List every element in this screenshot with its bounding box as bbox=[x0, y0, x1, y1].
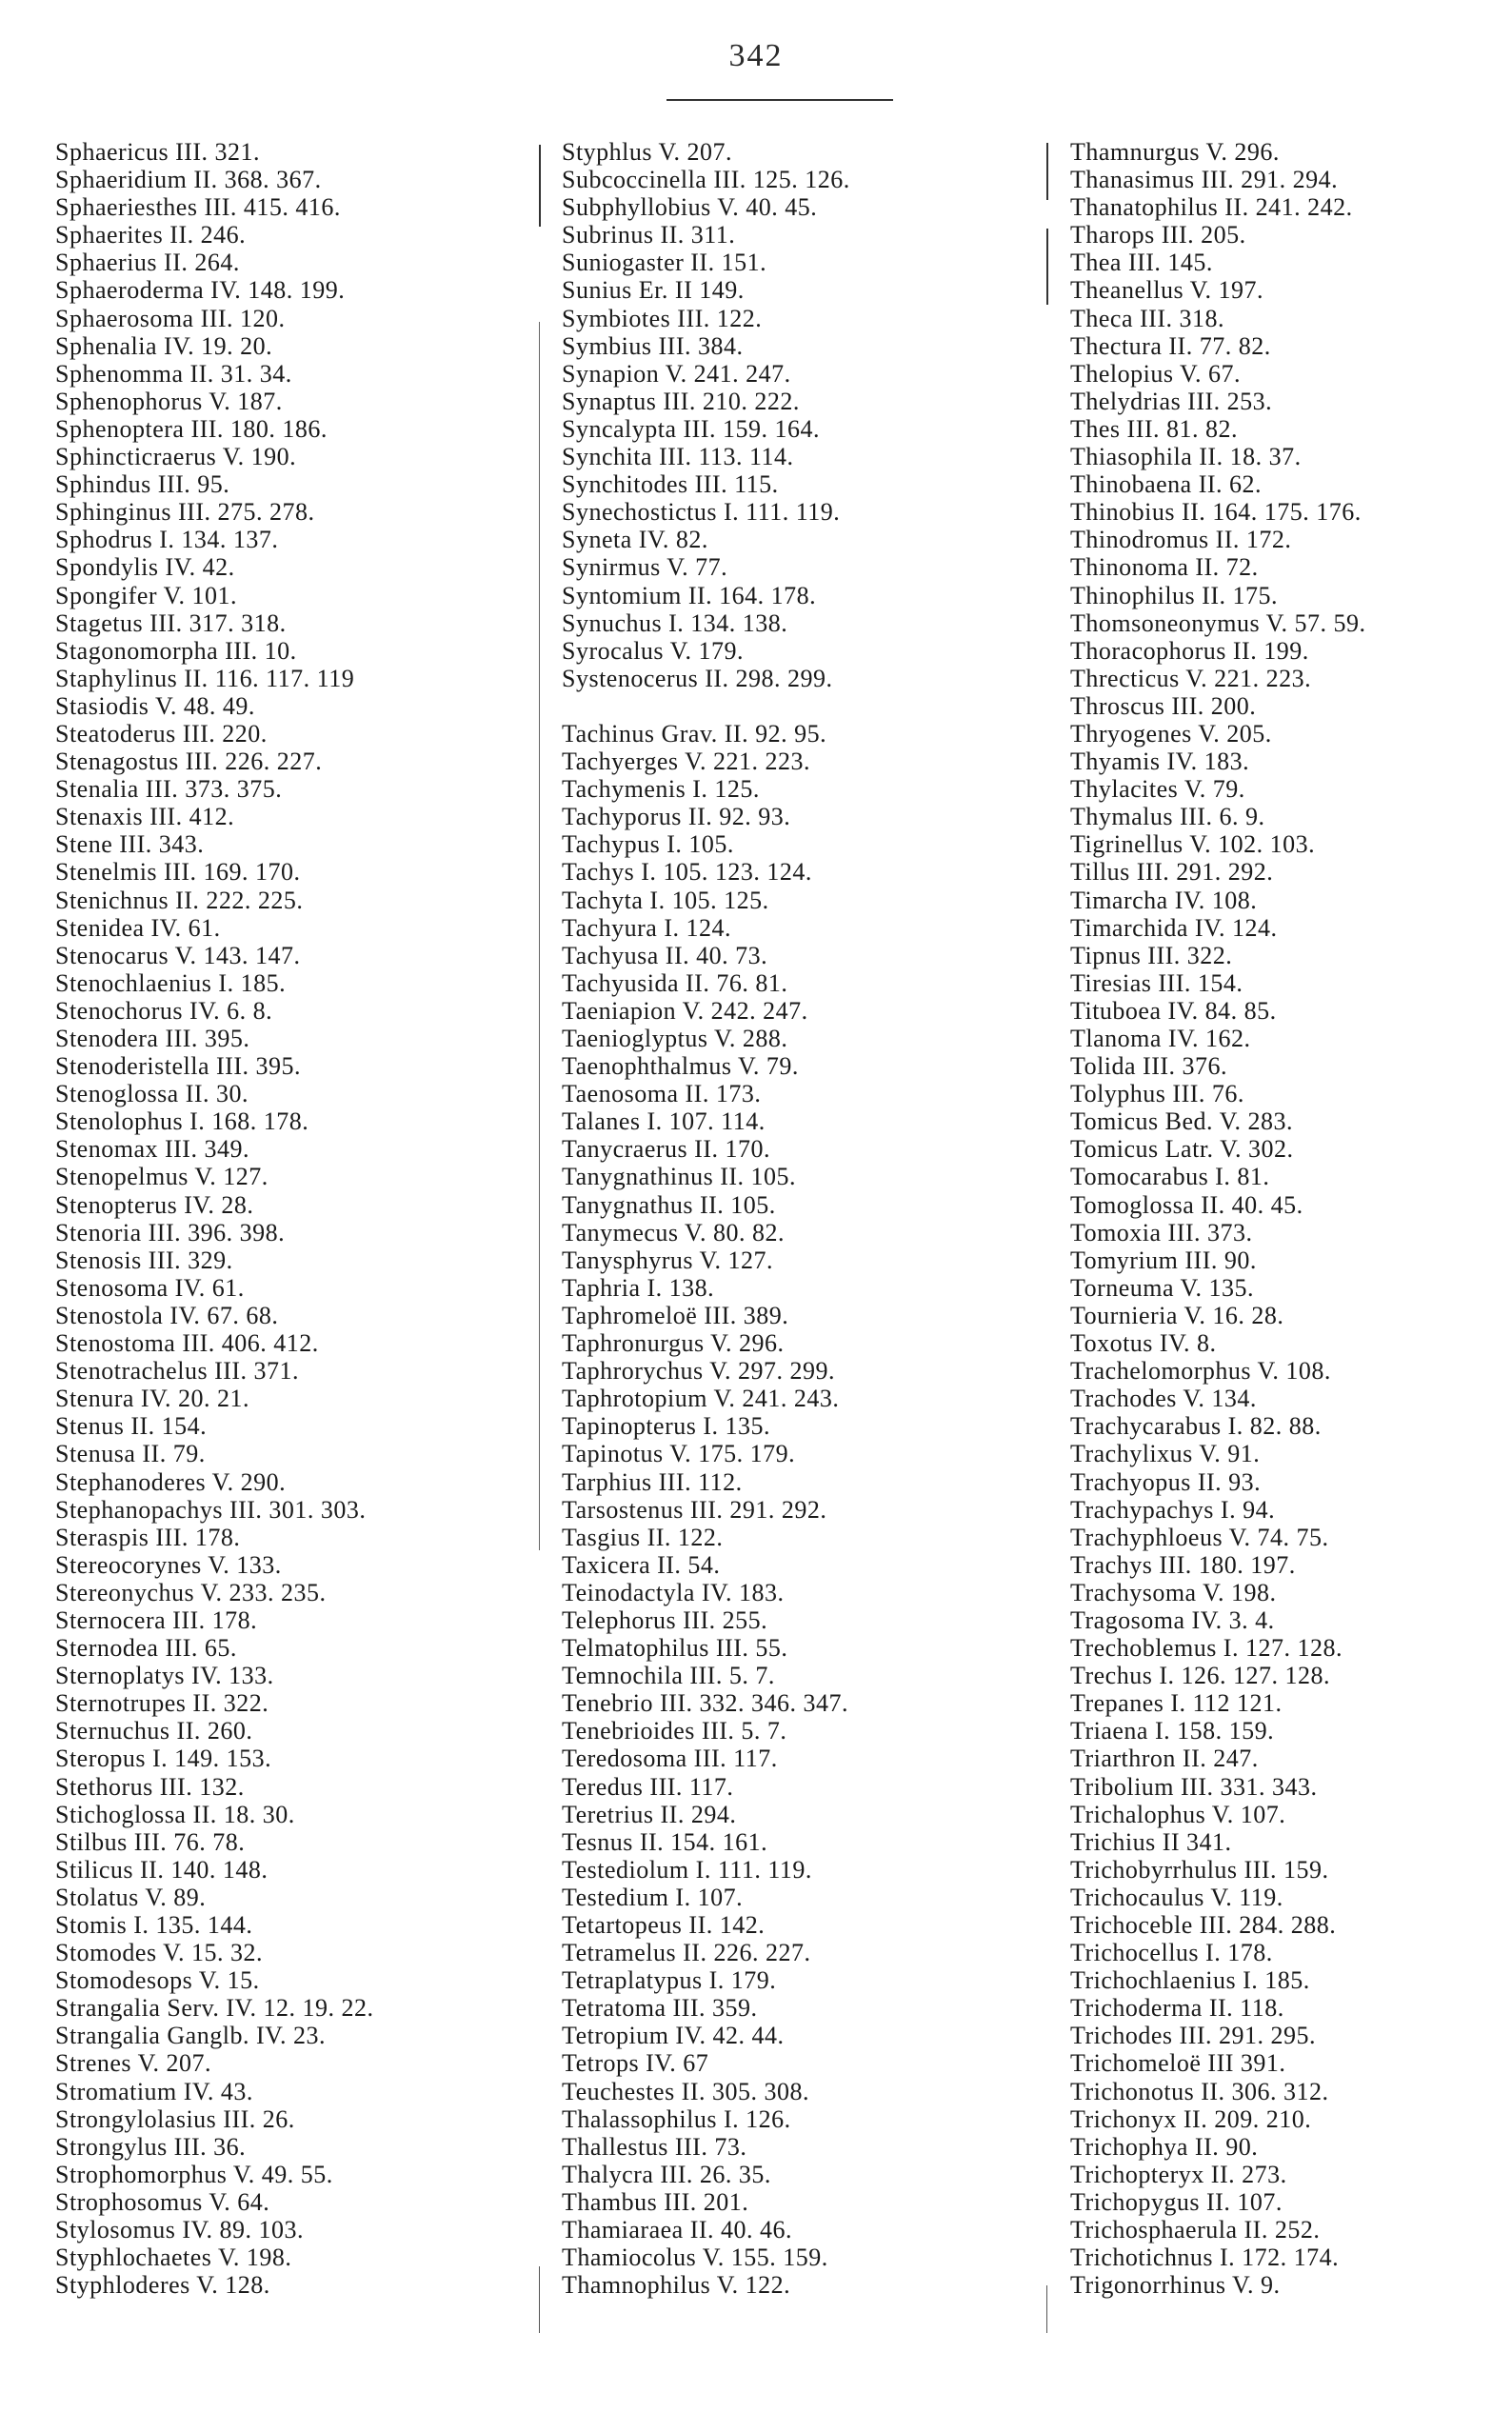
index-entry: Tachyusa II. 40. 73. bbox=[562, 941, 768, 969]
index-entry: Tenebrio III. 332. 346. 347. bbox=[562, 1689, 849, 1718]
index-entry: Thalassophilus I. 126. bbox=[562, 2104, 791, 2133]
index-entry: Thylacites V. 79. bbox=[1070, 775, 1245, 804]
index-entry: Threcticus V. 221. 223. bbox=[1070, 664, 1312, 692]
index-entry: Sphenoptera III. 180. 186. bbox=[55, 414, 328, 443]
index-entry: Stenostoma III. 406. 412. bbox=[55, 1329, 319, 1358]
index-entry: Tipnus III. 322. bbox=[1070, 941, 1233, 969]
index-entry: Stenodera III. 395. bbox=[55, 1025, 250, 1052]
column-divider bbox=[1046, 229, 1048, 305]
index-entry: Tachyporus II. 92. 93. bbox=[562, 803, 791, 831]
index-entry: Tanygnathus II. 105. bbox=[562, 1190, 776, 1219]
index-entry: Trichophya II. 90. bbox=[1070, 2132, 1259, 2161]
index-entry: Toxotus IV. 8. bbox=[1070, 1329, 1217, 1358]
index-entry: Synaptus III. 210. 222. bbox=[562, 387, 800, 415]
index-entry: Thyamis IV. 183. bbox=[1070, 748, 1250, 776]
index-entry: Stenochlaenius I. 185. bbox=[55, 968, 287, 997]
column-divider bbox=[1046, 2285, 1047, 2333]
index-entry: Stenagostus III. 226. 227. bbox=[55, 748, 323, 776]
index-entry: Strongylolasius III. 26. bbox=[55, 2104, 295, 2133]
index-entry: Telephorus III. 255. bbox=[562, 1605, 768, 1634]
index-entry: Stenopelmus V. 127. bbox=[55, 1163, 269, 1191]
index-entry: Stomis I. 135. 144. bbox=[55, 1911, 253, 1939]
index-entry: Trachelomorphus V. 108. bbox=[1070, 1357, 1331, 1386]
index-entry: Tanymecus V. 80. 82. bbox=[562, 1218, 785, 1246]
index-entry: Thallestus III. 73. bbox=[562, 2132, 747, 2161]
index-entry: Tarsostenus III. 291. 292. bbox=[562, 1495, 827, 1524]
index-entry: Thamnophilus V. 122. bbox=[562, 2271, 791, 2300]
index-entry: Trichopteryx II. 273. bbox=[1070, 2160, 1287, 2188]
index-entry: Timarchida IV. 124. bbox=[1070, 913, 1278, 942]
index-entry: Trichonyx II. 209. 210. bbox=[1070, 2104, 1312, 2133]
index-spacer bbox=[562, 692, 1038, 720]
index-entry: Tharops III. 205. bbox=[1070, 221, 1246, 249]
index-entry: Tribolium III. 331. 343. bbox=[1070, 1772, 1318, 1801]
index-entry: Stilbus III. 76. 78. bbox=[55, 1827, 246, 1856]
index-entry: Trechoblemus I. 127. 128. bbox=[1070, 1634, 1343, 1663]
index-entry: Tachymenis I. 125. bbox=[562, 775, 760, 804]
header-rule bbox=[666, 99, 893, 101]
index-entry: Tigrinellus V. 102. 103. bbox=[1070, 830, 1316, 859]
index-entry: Tanysphyrus V. 127. bbox=[562, 1246, 773, 1274]
index-entry: Symbiotes III. 122. bbox=[562, 304, 763, 332]
index-entry: Taenioglyptus V. 288. bbox=[562, 1025, 788, 1052]
index-entry: Trachycarabus I. 82. 88. bbox=[1070, 1412, 1322, 1441]
index-entry: Tetramelus II. 226. 227. bbox=[562, 1939, 811, 1967]
index-entry: Stenosis III. 329. bbox=[55, 1246, 233, 1274]
index-entry: Stylosomus IV. 89. 103. bbox=[55, 2216, 304, 2244]
index-entry: Stenura IV. 20. 21. bbox=[55, 1385, 250, 1413]
index-entry: Thomsoneonymus V. 57. 59. bbox=[1070, 608, 1366, 637]
index-entry: Tolyphus III. 76. bbox=[1070, 1080, 1244, 1108]
index-entry: Trichotichnus I. 172. 174. bbox=[1070, 2244, 1340, 2272]
index-entry: Subphyllobius V. 40. 45. bbox=[562, 193, 818, 222]
index-entry: Tetropium IV. 42. 44. bbox=[562, 2022, 785, 2050]
index-entry: Telmatophilus III. 55. bbox=[562, 1634, 788, 1663]
index-entry: Stenus II. 154. bbox=[55, 1412, 208, 1441]
index-entry: Thanasimus III. 291. 294. bbox=[1070, 166, 1339, 194]
index-entry: Teuchestes II. 305. 308. bbox=[562, 2077, 810, 2105]
index-entry: Trechus I. 126. 127. 128. bbox=[1070, 1662, 1330, 1690]
column-divider bbox=[1046, 143, 1048, 200]
index-entry: Tenebrioides III. 5. 7. bbox=[562, 1717, 787, 1745]
index-entry: Taphria I. 138. bbox=[562, 1273, 715, 1302]
index-entry: Sternoplatys IV. 133. bbox=[55, 1662, 274, 1690]
index-entry: Trichodes III. 291. 295. bbox=[1070, 2022, 1317, 2050]
index-entry: Trichocaulus V. 119. bbox=[1070, 1883, 1283, 1911]
index-entry: Thelopius V. 67. bbox=[1070, 359, 1241, 388]
index-entry: Stereocorynes V. 133. bbox=[55, 1550, 282, 1579]
index-entry: Thinonoma II. 72. bbox=[1070, 553, 1259, 582]
page-number: 342 bbox=[728, 38, 784, 73]
index-entry: Thambus III. 201. bbox=[562, 2187, 749, 2216]
index-entry: Synirmus V. 77. bbox=[562, 553, 728, 582]
index-entry: Tachyusida II. 76. 81. bbox=[562, 968, 788, 997]
index-entry: Sphenalia IV. 19. 20. bbox=[55, 331, 273, 360]
index-entry: Stenoria III. 396. 398. bbox=[55, 1218, 286, 1246]
index-entry: Tlanoma IV. 162. bbox=[1070, 1025, 1251, 1052]
index-entry: Thes III. 81. 82. bbox=[1070, 414, 1239, 443]
column-divider bbox=[539, 322, 540, 1550]
index-entry: Stomodesops V. 15. bbox=[55, 1966, 260, 1995]
index-entry: Sternocera III. 178. bbox=[55, 1605, 258, 1634]
index-entry: Taphronurgus V. 296. bbox=[562, 1329, 785, 1358]
index-entry: Spongifer V. 101. bbox=[55, 581, 237, 609]
index-entry: Tachyerges V. 221. 223. bbox=[562, 748, 810, 776]
index-entry: Trichocellus I. 178. bbox=[1070, 1939, 1273, 1967]
index-entry: Sphaeridium II. 368. 367. bbox=[55, 166, 322, 194]
index-entry: Tanygnathinus II. 105. bbox=[562, 1163, 797, 1191]
index-entry: Taphromeloë III. 389. bbox=[562, 1301, 789, 1329]
index-entry: Taeniapion V. 242. 247. bbox=[562, 996, 808, 1025]
index-entry: Strenes V. 207. bbox=[55, 2049, 211, 2078]
index-entry: Triaena I. 158. 159. bbox=[1070, 1717, 1275, 1745]
index-entry: Tapinopterus I. 135. bbox=[562, 1412, 771, 1441]
index-entry: Stenalia III. 373. 375. bbox=[55, 775, 283, 804]
index-entry: Synuchus I. 134. 138. bbox=[562, 608, 788, 637]
index-entry: Thalycra III. 26. 35. bbox=[562, 2160, 771, 2188]
index-entry: Testedium I. 107. bbox=[562, 1883, 744, 1911]
index-entry: Tomoglossa II. 40. 45. bbox=[1070, 1190, 1303, 1219]
index-entry: Trigonorrhinus V. 9. bbox=[1070, 2271, 1281, 2300]
index-entry: Sternuchus II. 260. bbox=[55, 1717, 253, 1745]
index-entry: Tetartopeus II. 142. bbox=[562, 1911, 766, 1939]
index-entry: Stenoglossa II. 30. bbox=[55, 1080, 249, 1108]
index-entry: Stichoglossa II. 18. 30. bbox=[55, 1800, 295, 1828]
index-entry: Tillus III. 291. 292. bbox=[1070, 858, 1274, 887]
index-entry: Thryogenes V. 205. bbox=[1070, 719, 1272, 748]
index-entry: Trachysoma V. 198. bbox=[1070, 1578, 1277, 1606]
index-entry: Synchitodes III. 115. bbox=[562, 470, 779, 499]
index-entry: Taxicera II. 54. bbox=[562, 1550, 721, 1579]
index-entry: Thamiocolus V. 155. 159. bbox=[562, 2244, 828, 2272]
index-entry: Torneuma V. 135. bbox=[1070, 1273, 1254, 1302]
index-entry: Stenolophus I. 168. 178. bbox=[55, 1107, 309, 1136]
index-entry: Stenocarus V. 143. 147. bbox=[55, 941, 301, 969]
index-entry: Taphrorychus V. 297. 299. bbox=[562, 1357, 836, 1386]
index-entry: Sphindus III. 95. bbox=[55, 470, 230, 499]
index-entry: Tachinus Grav. II. 92. 95. bbox=[562, 719, 827, 748]
index-entry: Trachyphloeus V. 74. 75. bbox=[1070, 1523, 1329, 1551]
index-entry: Teinodactyla IV. 183. bbox=[562, 1578, 785, 1606]
index-entry: Tituboea IV. 84. 85. bbox=[1070, 996, 1277, 1025]
index-entry: Trichomeloë III 391. bbox=[1070, 2049, 1286, 2078]
index-entry: Trepanes I. 112 121. bbox=[1070, 1689, 1283, 1718]
index-entry: Syncalypta III. 159. 164. bbox=[562, 414, 821, 443]
index-entry: Syneta IV. 82. bbox=[562, 526, 708, 554]
index-entry: Trichius II 341. bbox=[1070, 1827, 1232, 1856]
index-entry: Tomicus Bed. V. 283. bbox=[1070, 1107, 1294, 1136]
index-entry: Thinobius II. 164. 175. 176. bbox=[1070, 498, 1362, 527]
index-entry: Trichonotus II. 306. 312. bbox=[1070, 2077, 1329, 2105]
index-entry: Stenosoma IV. 61. bbox=[55, 1273, 245, 1302]
index-entry: Sphincticraerus V. 190. bbox=[55, 443, 297, 471]
index-entry: Tachypus I. 105. bbox=[562, 830, 734, 859]
index-entry: Sunius Er. II 149. bbox=[562, 276, 745, 305]
index-entry: Trichalophus V. 107. bbox=[1070, 1800, 1286, 1828]
index-entry: Syrocalus V. 179. bbox=[562, 636, 744, 665]
index-entry: Trachys III. 180. 197. bbox=[1070, 1550, 1296, 1579]
index-entry: Sternodea III. 65. bbox=[55, 1634, 237, 1663]
index-entry: Trichoceble III. 284. 288. bbox=[1070, 1911, 1337, 1939]
index-entry: Sphaerites II. 246. bbox=[55, 221, 247, 249]
index-entry: Suniogaster II. 151. bbox=[562, 249, 767, 277]
index-entry: Tesnus II. 154. 161. bbox=[562, 1827, 768, 1856]
index-entry: Thectura II. 77. 82. bbox=[1070, 331, 1271, 360]
index-entry: Thinobaena II. 62. bbox=[1070, 470, 1263, 499]
index-entry: Taenosoma II. 173. bbox=[562, 1080, 762, 1108]
index-entry: Trachylixus V. 91. bbox=[1070, 1440, 1261, 1468]
index-entry: Tarphius III. 112. bbox=[562, 1467, 743, 1496]
index-entry: Syntomium II. 164. 178. bbox=[562, 581, 817, 609]
index-entry: Tachyta I. 105. 125. bbox=[562, 886, 769, 914]
index-entry: Thamnurgus V. 296. bbox=[1070, 138, 1280, 166]
index-entry: Stenochorus IV. 6. 8. bbox=[55, 996, 273, 1025]
index-entry: Tetratoma III. 359. bbox=[562, 1994, 758, 2023]
index-entry: Stasiodis V. 48. 49. bbox=[55, 691, 255, 720]
index-entry: Testediolum I. 111. 119. bbox=[562, 1855, 812, 1884]
index-entry: Subrinus II. 311. bbox=[562, 221, 736, 249]
index-entry: Synchita III. 113. 114. bbox=[562, 443, 794, 471]
index-entry: Tanycraerus II. 170. bbox=[562, 1135, 770, 1164]
index-entry: Strongylus III. 36. bbox=[55, 2132, 247, 2161]
index-entry: Symbius III. 384. bbox=[562, 331, 744, 360]
index-entry: Trichopygus II. 107. bbox=[1070, 2187, 1283, 2216]
index-entry: Sphaerius II. 264. bbox=[55, 249, 240, 277]
index-entry: Throscus III. 200. bbox=[1070, 691, 1257, 720]
index-entry: Stephanoderes V. 290. bbox=[55, 1467, 287, 1496]
index-entry: Tomyrium III. 90. bbox=[1070, 1246, 1257, 1274]
index-entry: Steropus I. 149. 153. bbox=[55, 1745, 272, 1773]
index-entry: Stereonychus V. 233. 235. bbox=[55, 1578, 327, 1606]
index-entry: Subcoccinella III. 125. 126. bbox=[562, 166, 850, 194]
index-entry: Stagonomorpha III. 10. bbox=[55, 636, 297, 665]
index-entry: Strangalia Ganglb. IV. 23. bbox=[55, 2022, 327, 2050]
index-entry: Sphaericus III. 321. bbox=[55, 138, 261, 166]
index-entry: Thymalus III. 6. 9. bbox=[1070, 803, 1265, 831]
index-entry: Theanellus V. 197. bbox=[1070, 276, 1264, 305]
index-entry: Systenocerus II. 298. 299. bbox=[562, 664, 833, 692]
index-entry: Tomocarabus I. 81. bbox=[1070, 1163, 1270, 1191]
index-entry: Tournieria V. 16. 28. bbox=[1070, 1301, 1284, 1329]
index-entry: Tachyura I. 124. bbox=[562, 913, 732, 942]
index-entry: Trachodes V. 134. bbox=[1070, 1385, 1257, 1413]
index-entry: Trichochlaenius I. 185. bbox=[1070, 1966, 1310, 1995]
index-entry: Thiasophila II. 18. 37. bbox=[1070, 443, 1302, 471]
index-entry: Stomodes V. 15. 32. bbox=[55, 1939, 264, 1967]
index-entry: Steraspis III. 178. bbox=[55, 1523, 241, 1551]
index-entry: Stenoderistella III. 395. bbox=[55, 1052, 301, 1081]
index-entry: Tetraplatypus I. 179. bbox=[562, 1966, 777, 1995]
index-entry: Timarcha IV. 108. bbox=[1070, 886, 1258, 914]
index-entry: Tetrops IV. 67 bbox=[562, 2049, 709, 2078]
index-entry: Stromatium IV. 43. bbox=[55, 2077, 253, 2105]
index-entry: Tolida III. 376. bbox=[1070, 1052, 1228, 1081]
index-entry: Thinodromus II. 172. bbox=[1070, 526, 1292, 554]
index-entry: Thinophilus II. 175. bbox=[1070, 581, 1278, 609]
index-entry: Talanes I. 107. 114. bbox=[562, 1107, 766, 1136]
index-entry: Strophomorphus V. 49. 55. bbox=[55, 2160, 333, 2188]
index-entry: Spondylis IV. 42. bbox=[55, 553, 235, 582]
index-entry: Trachypachys I. 94. bbox=[1070, 1495, 1276, 1524]
index-entry: Tasgius II. 122. bbox=[562, 1523, 724, 1551]
index-entry: Sphenomma II. 31. 34. bbox=[55, 359, 292, 388]
index-entry: Stolatus V. 89. bbox=[55, 1883, 207, 1911]
index-entry: Tomicus Latr. V. 302. bbox=[1070, 1135, 1294, 1164]
index-column-2 bbox=[562, 138, 1038, 2299]
index-entry: Tragosoma IV. 3. 4. bbox=[1070, 1605, 1275, 1634]
index-entry: Stenichnus II. 222. 225. bbox=[55, 886, 304, 914]
index-entry: Styphloderes V. 128. bbox=[55, 2271, 270, 2300]
index-entry: Strangalia Serv. IV. 12. 19. 22. bbox=[55, 1994, 374, 2023]
index-entry: Teredosoma III. 117. bbox=[562, 1745, 778, 1773]
index-entry: Temnochila III. 5. 7. bbox=[562, 1662, 775, 1690]
index-entry: Triarthron II. 247. bbox=[1070, 1745, 1259, 1773]
index-entry: Stene III. 343. bbox=[55, 830, 205, 859]
index-entry: Stenusa II. 79. bbox=[55, 1440, 206, 1468]
index-entry: Teredus III. 117. bbox=[562, 1772, 734, 1801]
index-entry: Thea III. 145. bbox=[1070, 249, 1213, 277]
index-entry: Sphaeriesthes III. 415. 416. bbox=[55, 193, 341, 222]
index-entry: Theca III. 318. bbox=[1070, 304, 1224, 332]
index-entry: Thamiaraea II. 40. 46. bbox=[562, 2216, 793, 2244]
column-divider bbox=[539, 145, 541, 227]
index-entry: Trachyopus II. 93. bbox=[1070, 1467, 1262, 1496]
column-divider bbox=[539, 2266, 540, 2333]
index-entry: Sphenophorus V. 187. bbox=[55, 387, 283, 415]
index-entry: Stenelmis III. 169. 170. bbox=[55, 858, 301, 887]
index-entry: Sphaerosoma III. 120. bbox=[55, 304, 286, 332]
index-entry: Synechostictus I. 111. 119. bbox=[562, 498, 841, 527]
index-entry: Thanatophilus II. 241. 242. bbox=[1070, 193, 1353, 222]
index-entry: Stenaxis III. 412. bbox=[55, 803, 235, 831]
index-entry: Stephanopachys III. 301. 303. bbox=[55, 1495, 367, 1524]
index-entry: Strophosomus V. 64. bbox=[55, 2187, 270, 2216]
index-entry: Tapinotus V. 175. 179. bbox=[562, 1440, 796, 1468]
index-entry: Taphrotopium V. 241. 243. bbox=[562, 1385, 840, 1413]
index-entry: Steatoderus III. 220. bbox=[55, 719, 268, 748]
index-entry: Trichoderma II. 118. bbox=[1070, 1994, 1284, 2023]
index-entry: Stagetus III. 317. 318. bbox=[55, 608, 287, 637]
index-entry: Stethorus III. 132. bbox=[55, 1772, 245, 1801]
index-entry: Synapion V. 241. 247. bbox=[562, 359, 791, 388]
index-entry: Stenopterus IV. 28. bbox=[55, 1190, 254, 1219]
index-entry: Stenotrachelus III. 371. bbox=[55, 1357, 300, 1386]
index-entry: Thoracophorus II. 199. bbox=[1070, 636, 1309, 665]
index-entry: Teretrius II. 294. bbox=[562, 1800, 737, 1828]
index-entry: Stenostola IV. 67. 68. bbox=[55, 1301, 279, 1329]
index-entry: Taenophthalmus V. 79. bbox=[562, 1052, 799, 1081]
index-entry: Stilicus II. 140. 148. bbox=[55, 1855, 269, 1884]
index-entry: Sphinginus III. 275. 278. bbox=[55, 498, 315, 527]
index-entry: Trichobyrrhulus III. 159. bbox=[1070, 1855, 1329, 1884]
index-entry: Sphaeroderma IV. 148. 199. bbox=[55, 276, 346, 305]
index-entry: Stenomax III. 349. bbox=[55, 1135, 249, 1164]
index-entry: Tomoxia III. 373. bbox=[1070, 1218, 1253, 1246]
index-entry: Staphylinus II. 116. 117. 119 bbox=[55, 664, 355, 692]
index-entry: Thelydrias III. 253. bbox=[1070, 387, 1273, 415]
index-entry: Styphlochaetes V. 198. bbox=[55, 2244, 292, 2272]
index-entry: Tiresias III. 154. bbox=[1070, 968, 1243, 997]
index-column-3 bbox=[1070, 138, 1489, 2299]
index-entry: Sternotrupes II. 322. bbox=[55, 1689, 269, 1718]
index-entry: Trichosphaerula II. 252. bbox=[1070, 2216, 1321, 2244]
index-entry: Sphodrus I. 134. 137. bbox=[55, 526, 279, 554]
index-entry: Styphlus V. 207. bbox=[562, 138, 732, 166]
index-entry: Tachys I. 105. 123. 124. bbox=[562, 858, 812, 887]
index-column-1 bbox=[55, 138, 531, 2299]
index-entry: Stenidea IV. 61. bbox=[55, 913, 221, 942]
